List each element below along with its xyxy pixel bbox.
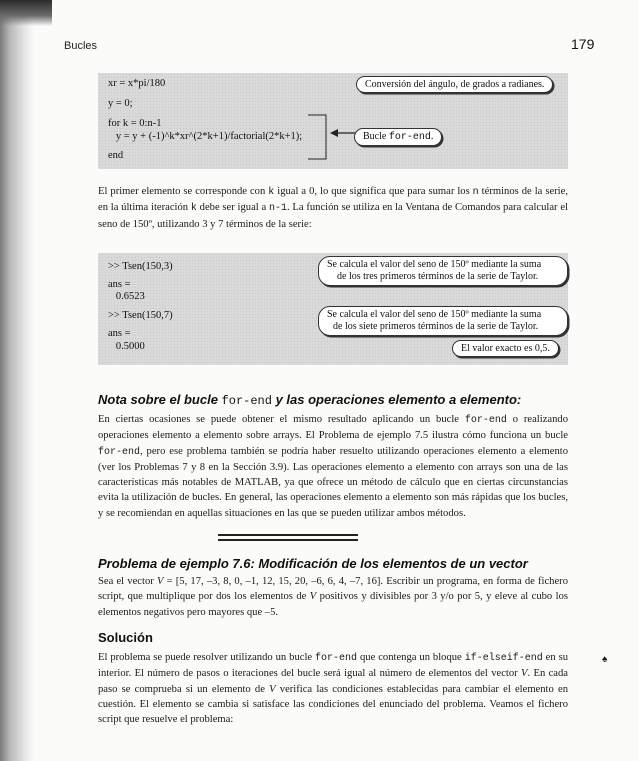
- section-divider-top: [218, 534, 358, 536]
- note-heading: Nota sobre el bucle for-end y las operaciones elemento a elemento:: [98, 392, 522, 408]
- paragraph-first-element: El primer elemento se corresponde con k igual a 0, lo que significa que para sumar los n términos de la serie, en la última iteración k debe ser igual a n-1. La función se utiliza en la Ventana de Comandos para calcular el seno de 150º, utilizando 3 y 7 términos de la serie:: [98, 186, 568, 230]
- page-corner-shadow: [0, 0, 52, 26]
- command-line-5: ans =: [108, 328, 131, 339]
- callout-angle-conversion: Conversión del ángulo, de grados a radianes.: [356, 76, 553, 93]
- margin-mark: ♠: [602, 654, 608, 665]
- page-binding-shadow: [0, 0, 34, 761]
- callout-three-terms: Se calcula el valor del seno de 150º mediante la suma de los tres primeros términos de la serie de Taylor.: [318, 256, 568, 286]
- callout-for-end-loop: Bucle for-end.: [354, 128, 442, 146]
- section-divider-bottom: [218, 539, 358, 541]
- command-line-2: ans =: [108, 279, 131, 290]
- problem-heading: Problema de ejemplo 7.6: Modificación de los elementos de un vector: [98, 556, 528, 571]
- code-line-2: y = 0;: [108, 98, 133, 109]
- command-line-1: >> Tsen(150,3): [108, 261, 173, 272]
- command-line-4: >> Tsen(150,7): [108, 310, 173, 321]
- command-line-3: 0.6523: [108, 291, 145, 302]
- loop-bracket-icon: [306, 113, 332, 161]
- code-line-5: end: [108, 150, 124, 161]
- running-header: Bucles: [64, 40, 98, 52]
- problem-paragraph: Sea el vector V = [5, 17, –3, 8, 0, –1, 12, 15, 20, –6, 6, 4, –7, 16]. Escribir un programa, en forma de fichero script, que multiplique por dos los elementos de V positivos y divisibles por 3 y/o por 5, y eleve al cubo los elementos negativos pero mayores que –5.: [98, 576, 568, 618]
- note-paragraph: En ciertas ocasiones se puede obtener el mismo resultado aplicando un bucle for-end o realizando operaciones elemento a elemento sobre arrays. El Problema de ejemplo 7.5 ilustra cómo funciona un bucle for-end, pero ese problema también se podría haber resuelto utilizando operaciones elemento a elemento (ver los Problemas 7 y 8 en la Sección 3.9). Las operaciones elemento a elemento con arrays son una de las características más notables de MATLAB, ya que ofrece un método de cálculo que en ciertas circunstancias evita la utilización de bucles. En general, las operaciones elemento a elemento son más rápidas que los bucles, y se recomiendan en aquellas situaciones en las que se pueden utilizar ambos métodos.: [98, 414, 568, 519]
- code-line-3: for k = 0:n-1: [108, 118, 162, 129]
- page-number: 179: [571, 36, 595, 52]
- callout-exact-value: El valor exacto es 0,5.: [452, 340, 559, 357]
- solution-paragraph: El problema se puede resolver utilizando un bucle for-end que contenga un bloque if-elseif-end en su interior. El número de pasos o iteraciones del bucle será igual al número de elementos del vector V. En cada paso se comprueba si un elemento de V verifica las condiciones establecidas para cambiar el elemento en cuestión. El elemento se cambia si satisface las condiciones del enunciado del problema. Veamos el fichero script que resuelve el problema:: [98, 652, 569, 726]
- command-line-6: 0.5000: [108, 341, 145, 352]
- code-line-4: y = y + (-1)^k*xr^(2*k+1)/factorial(2*k+1);: [108, 131, 303, 142]
- code-line-1: xr = x*pi/180: [108, 78, 166, 89]
- solution-heading: Solución: [98, 630, 153, 645]
- callout-seven-terms: Se calcula el valor del seno de 150º mediante la suma de los siete primeros términos de la serie de Taylor.: [318, 306, 568, 336]
